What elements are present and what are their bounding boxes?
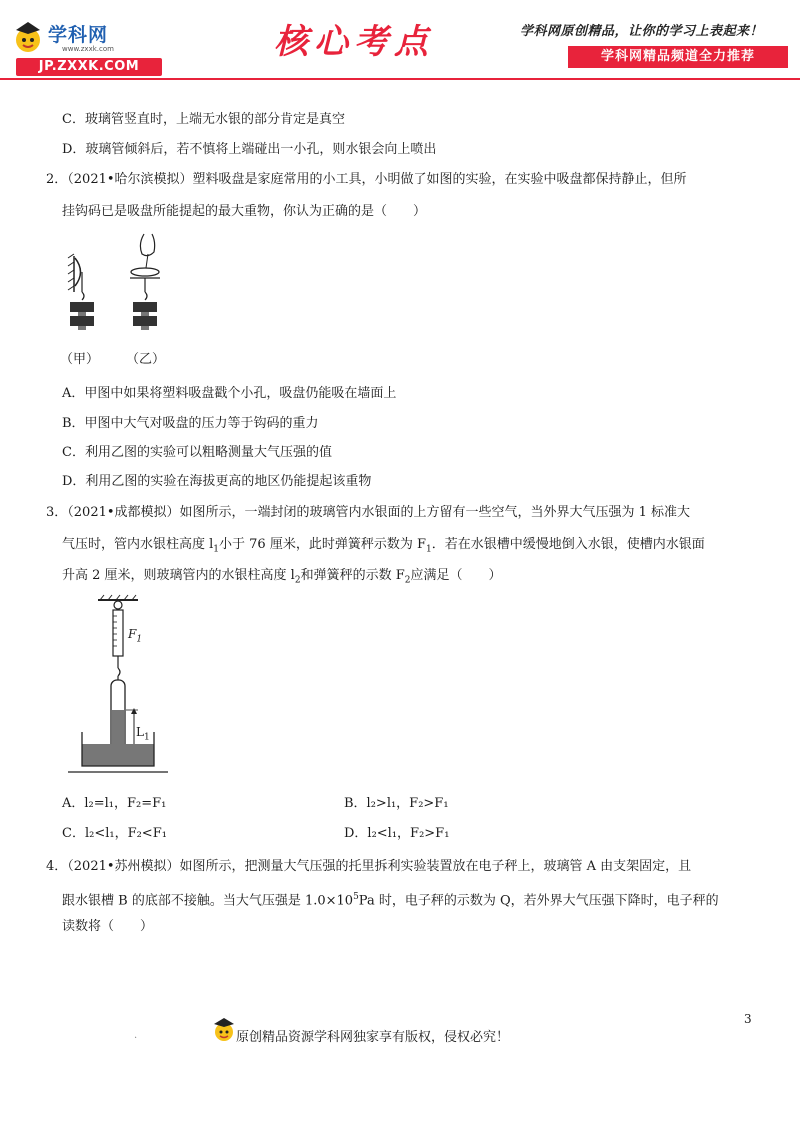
q4-stem-line2: 跟水银槽 B 的底部不接触。当大气压强是 $1.0\times 10^5Pa$ 时，电子秤的示数为 Q，若外界大气压强下降时，电子秤的 [62,892,719,909]
q3-option-a: A．l₂=l₁，F₂=F₁ [62,796,167,811]
q1-option-d: D．玻璃管倾斜后，若不慎将上端碰出一小孔，则水银会向上喷出 [62,142,437,157]
wall-hatching-icon [68,254,74,292]
q2-option-b: B．甲图中大气对吸盘的压力等于钩码的重力 [62,416,319,431]
q2-stem-line1: 2．（2021•哈尔滨模拟）塑料吸盘是家庭常用的小工具，小明做了如图的实验，在实验中吸盘都保持静止，但所 [46,172,687,187]
figure-label-yi: （乙） [126,352,166,367]
q3-stem-line1: 3．（2021•成都模拟）如图所示，一端封闭的玻璃管内水银面的上方留有一些空气，当外界大气压强为 1 标准大 [46,505,691,520]
header-slogan: 学科网原创精品，让你的学习上表起来！ [520,24,764,39]
header-divider [0,78,800,80]
q4-stem-line3: 读数将（ ） [62,919,154,934]
q2-stem-line2: 挂钩码已是吸盘所能提起的最大重物，你认为正确的是（ ） [62,204,427,219]
mascot-icon [212,1016,238,1046]
page-number: 3 [744,1012,752,1026]
q3-option-b: B．l₂>l₁，F₂>F₁ [344,796,449,811]
q3-option-c: C．l₂<l₁，F₂<F₁ [62,826,167,841]
mascot-icon [10,18,50,58]
q2-option-c: C．利用乙图的实验可以粗略测量大气压强的值 [62,445,332,460]
footer-dot: . [134,1030,138,1041]
suction-cup-figure [60,228,180,348]
spring-balance-figure [68,592,172,776]
logo-url-banner: JP.ZXXK.COM [16,58,162,76]
figure-label-l: $L_1$ [136,725,150,743]
figure-label-jia: （甲） [60,352,100,367]
figure-label-f1: $F_1$ [128,627,143,645]
q3-option-d: D．l₂<l₁，F₂>F₁ [344,826,450,841]
q4-stem-line1: 4．（2021•苏州模拟）如图所示，把测量大气压强的托里拆利实验装置放在电子秤上，玻璃管 A 由支架固定，且 [46,859,692,874]
q2-option-a: A．甲图中如果将塑料吸盘戳个小孔，吸盘仍能吸在墙面上 [62,386,397,401]
header-badge: 学科网精品频道全力推荐 [568,46,788,68]
logo-name: 学科网 [48,24,109,46]
footer-copyright: 原创精品资源学科网独家享有版权，侵权必究！ [236,1030,510,1045]
q3-stem-line3: 升高 2 厘米，则玻璃管内的水银柱高度 $l_2$和弹簧秤的示数 $F_2$应满足（ ） [62,568,502,586]
q2-option-d: D．利用乙图的实验在海拔更高的地区仍能提起该重物 [62,474,372,489]
q3-stem-line2: 气压时，管内水银柱高度 $l_1$小于 76 厘米，此时弹簧秤示数为 $F_1$．若在水银槽中缓慢地倒入水银，使槽内水银面 [62,537,705,555]
logo-url-small: www.zxxk.com [62,45,114,53]
q1-option-c: C．玻璃管竖直时，上端无水银的部分肯定是真空 [62,112,345,127]
site-logo [10,18,160,74]
header-title: 核心考点 [274,22,434,62]
